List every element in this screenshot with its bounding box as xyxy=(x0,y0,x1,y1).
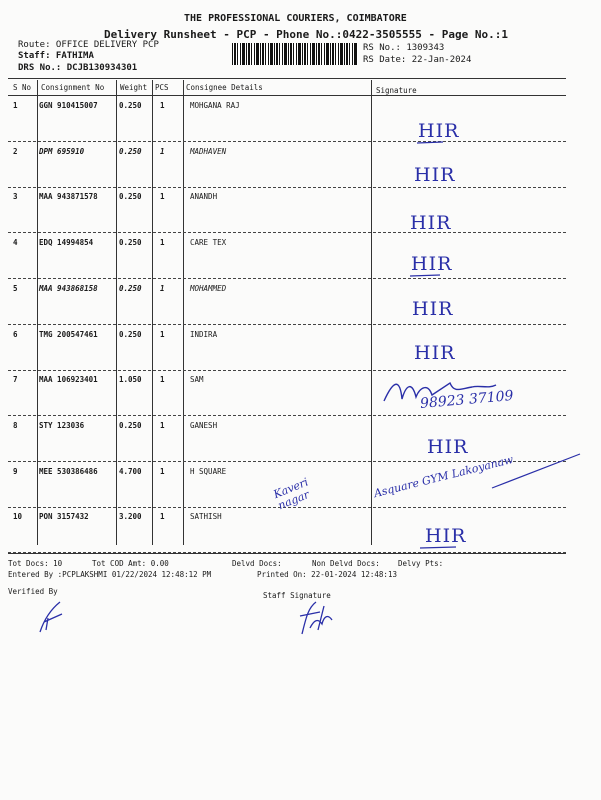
handwritten-address: Kaveri nagar xyxy=(271,475,312,513)
row-consignment-no: DPM 695910 xyxy=(39,147,85,156)
signature-underline xyxy=(415,140,445,146)
header-bottom-rule xyxy=(8,95,566,96)
barcode xyxy=(232,43,358,65)
row-consignee: INDIRA xyxy=(190,330,218,339)
col-consignment: Consignment No xyxy=(41,83,105,92)
row-consignment-no: MAA 943871578 xyxy=(39,192,98,201)
col-divider xyxy=(152,80,153,545)
handwritten-remark: Asquare GYM Lakoyanaw xyxy=(372,452,515,501)
signature-stroke xyxy=(490,452,582,492)
row-weight: 0.250 xyxy=(119,101,142,110)
row-pcs: 1 xyxy=(160,101,165,110)
row-consignment-no: STY 123036 xyxy=(39,421,85,430)
signature-hir: HIR xyxy=(412,298,454,320)
verified-signature xyxy=(36,600,66,636)
staff-signature-label: Staff Signature xyxy=(263,591,331,600)
row-weight: 0.250 xyxy=(119,238,142,247)
col-divider xyxy=(37,80,38,545)
row-sno: 2 xyxy=(13,147,18,156)
row-consignee: MOHAMMED xyxy=(190,284,227,293)
row-consignee: SATHISH xyxy=(190,512,222,521)
col-divider xyxy=(183,80,184,545)
col-pcs: PCS xyxy=(155,83,169,92)
row-pcs: 1 xyxy=(160,512,165,521)
row-pcs: 1 xyxy=(160,147,165,156)
row-weight: 0.250 xyxy=(119,147,142,156)
row-consignment-no: PON 3157432 xyxy=(39,512,89,521)
row-weight: 3.200 xyxy=(119,512,142,521)
signature-hir: HIR xyxy=(425,525,467,547)
row-sno: 3 xyxy=(13,192,18,201)
signature-hir: HIR xyxy=(410,212,452,234)
row-divider xyxy=(8,141,566,142)
row-consignee: GANESH xyxy=(190,421,218,430)
col-sno: S No xyxy=(13,83,32,92)
row-divider xyxy=(8,415,566,416)
row-pcs: 1 xyxy=(160,238,165,247)
row-divider xyxy=(8,370,566,371)
row-sno: 1 xyxy=(13,101,18,110)
delivered-docs: Delvd Docs: xyxy=(232,559,282,568)
verified-by-label: Verified By xyxy=(8,587,58,596)
row-pcs: 1 xyxy=(160,284,165,293)
delivery-points: Delvy Pts: xyxy=(398,559,444,568)
row-weight: 0.250 xyxy=(119,284,142,293)
row-consignment-no: MAA 106923401 xyxy=(39,375,98,384)
row-consignee: ANANDH xyxy=(190,192,218,201)
runsheet-title: Delivery Runsheet - PCP - Phone No.:0422-3505555 - Page No.:1 xyxy=(104,28,508,41)
row-weight: 4.700 xyxy=(119,467,142,476)
signature-hir: HIR xyxy=(411,253,453,275)
row-sno: 10 xyxy=(13,512,23,521)
staff: Staff: FATHIMA xyxy=(18,51,94,61)
total-cod-amount: Tot COD Amt: 0.00 xyxy=(92,559,169,568)
rs-number: RS No.: 1309343 xyxy=(363,43,445,53)
signature-phone-number: 98923 37109 xyxy=(419,387,515,413)
row-consignment-no: EDQ 14994854 xyxy=(39,238,94,247)
row-sno: 9 xyxy=(13,467,18,476)
signature-hir: HIR xyxy=(414,164,456,186)
row-sno: 7 xyxy=(13,375,18,384)
table-top-rule xyxy=(8,78,566,79)
signature-hir: HIR xyxy=(418,120,460,142)
row-sno: 4 xyxy=(13,238,18,247)
row-divider xyxy=(8,324,566,325)
row-consignment-no: MEE 530386486 xyxy=(39,467,98,476)
row-consignee: H SQUARE xyxy=(190,467,227,476)
col-signature: Signature xyxy=(376,86,417,95)
col-weight: Weight xyxy=(120,83,148,92)
row-consignee: SAM xyxy=(190,375,204,384)
row-consignment-no: TMG 200547461 xyxy=(39,330,98,339)
row-pcs: 1 xyxy=(160,375,165,384)
row-consignment-no: MAA 943868158 xyxy=(39,284,98,293)
drs-number: DRS No.: DCJB130934301 xyxy=(18,63,138,73)
row-sno: 5 xyxy=(13,284,18,293)
table-bottom-rule xyxy=(8,553,566,554)
col-consignee: Consignee Details xyxy=(186,83,263,92)
total-docs: Tot Docs: 10 xyxy=(8,559,63,568)
signature-underline xyxy=(418,545,458,551)
signature-underline xyxy=(408,273,442,279)
row-divider xyxy=(8,232,566,233)
row-weight: 0.250 xyxy=(119,421,142,430)
row-consignee: CARE TEX xyxy=(190,238,227,247)
entered-by: Entered By :PCPLAKSHMI 01/22/2024 12:48:12 PM xyxy=(8,570,212,579)
staff-signature xyxy=(296,598,336,638)
row-divider xyxy=(8,187,566,188)
row-pcs: 1 xyxy=(160,330,165,339)
signature-hir: HIR xyxy=(414,342,456,364)
row-divider xyxy=(8,278,566,279)
signature-hir: HIR xyxy=(427,436,469,458)
route: Route: OFFICE DELIVERY PCP xyxy=(18,40,159,50)
row-pcs: 1 xyxy=(160,421,165,430)
col-divider xyxy=(371,80,372,545)
row-weight: 1.050 xyxy=(119,375,142,384)
non-delivered-docs: Non Delvd Docs: xyxy=(312,559,380,568)
printed-on: Printed On: 22-01-2024 12:48:13 xyxy=(257,570,397,579)
row-weight: 0.250 xyxy=(119,330,142,339)
row-consignment-no: GGN 910415007 xyxy=(39,101,98,110)
row-weight: 0.250 xyxy=(119,192,142,201)
row-sno: 8 xyxy=(13,421,18,430)
col-divider xyxy=(116,80,117,545)
company-name: THE PROFESSIONAL COURIERS, COIMBATORE xyxy=(184,13,407,24)
row-consignee: MADHAVEN xyxy=(190,147,227,156)
rs-date: RS Date: 22-Jan-2024 xyxy=(363,55,472,65)
row-consignee: MOHGANA RAJ xyxy=(190,101,240,110)
row-sno: 6 xyxy=(13,330,18,339)
row-pcs: 1 xyxy=(160,192,165,201)
row-pcs: 1 xyxy=(160,467,165,476)
